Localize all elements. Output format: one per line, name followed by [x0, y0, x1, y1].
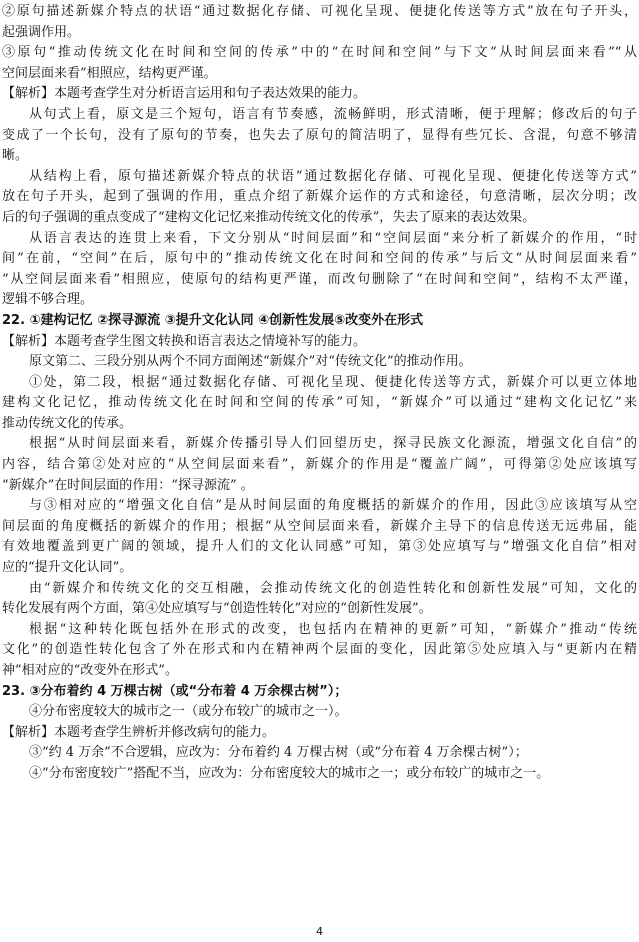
question-answer-line: 23. ③分布着约 4 万棵古树（或“分布着 4 万余棵古树”）； — [2, 683, 348, 699]
text-line: ③“约 4 万余”不合逻辑，应改为：分布着约 4 万棵古树（或“分布着 4 万余棵古树”）； — [29, 745, 528, 761]
text-line: “从空间层面来看”相照应，使原句的结构更严谨，而改句删除了“在时间和空间”，结构不太严谨， — [2, 271, 637, 287]
document-body — [0, 2, 639, 785]
text-line: 起强调作用。 — [2, 24, 81, 40]
text-line: 原文第二、三段分别从两个不同方面阐述“新媒介”对“传统文化”的推动作用。 — [29, 354, 472, 370]
text-line: 变成了一个长句，没有了原句的节奏，也失去了原句的简洁明了，显得有些冗长、含混，句意不够清 — [2, 127, 637, 143]
text-line: 【解析】本题考查学生辨析并修改病句的能力。 — [2, 724, 276, 740]
text-line: 有效地覆盖到更广阔的领域，提升人们的文化认同感”可知，第③处应填写与“增强文化自信”相对 — [2, 539, 637, 555]
text-line: ④分布密度较大的城市之一（或分布较广的城市之一）。 — [29, 704, 348, 720]
page-number: 4 — [316, 925, 323, 938]
text-line: 应的“提升文化认同”。 — [2, 560, 133, 576]
text-line: 放在句子开头，起到了强调的作用，重点介绍了新媒介运作的方式和途径，句意清晰，层次分明；改 — [2, 189, 637, 205]
text-line: 晰。 — [2, 148, 29, 164]
text-line: “新媒介”在时间层面的作用：“探寻源流” 。 — [2, 477, 254, 493]
text-line: 推动传统文化的传承。 — [2, 415, 133, 431]
text-line: 间层面的角度概括的新媒介的作用；根据“从空间层面来看，新媒介主导下的信息传送无远弗届，能 — [2, 518, 637, 534]
text-line: 逻辑不够合理。 — [2, 292, 94, 308]
text-line: 后的句子强调的重点变成了“建构文化记忆来推动传统文化的传承”，失去了原来的表达效果。 — [2, 209, 536, 225]
text-line: 从结构上看，原句描述新媒介特点的状语“通过数据化存储、可视化呈现、便捷化传送等方式” — [29, 168, 637, 184]
text-line: 根据“从时间层面来看，新媒介传播引导人们回望历史，探寻民族文化源流，增强文化自信”的 — [29, 436, 637, 452]
text-line: ②原句描述新媒介特点的状语“通过数据化存储、可视化呈现、便捷化传送等方式”放在句子开头， — [2, 4, 637, 19]
text-line: 间”在前，“空间”在后，原句中的“推动传统文化在时间和空间的传承”与后文“从时间层面来看” — [2, 251, 637, 267]
text-line: 由“新媒介和传统文化的交互相融，会推动传统文化的创造性转化和创新性发展”可知，文化的 — [29, 580, 637, 596]
text-line: 【解析】本题考查学生图文转换和语言表达之情境补写的能力。 — [2, 333, 367, 349]
text-line: 从句式上看，原文是三个短句，语言有节奏感，流畅鲜明，形式清晰，便于理解；修改后的句子 — [29, 106, 637, 122]
text-line: ③原句“推动传统文化在时间和空间的传承”中的“在时间和空间”与下文“从时间层面来看”“从 — [2, 45, 637, 61]
text-line: ①处，第二段，根据“通过数据化存储、可视化呈现、便捷化传送等方式，新媒介可以更立体地 — [29, 374, 637, 390]
text-line: 转化发展有两个方面，第④处应填写与“创造性转化”对应的“创新性发展”。 — [2, 601, 432, 617]
text-line: 从语言表达的连贯上来看，下文分别从“时间层面”和“空间层面”来分析了新媒介的作用，“时 — [29, 230, 637, 246]
text-line: ④“分布密度较广”搭配不当，应改为：分布密度较大的城市之一；或分布较广的城市之一。 — [29, 765, 550, 781]
text-line: 内容，结合第②处对应的“从空间层面来看”，新媒介的作用是“覆盖广阔”，可得第②处应该填写 — [2, 457, 637, 473]
question-answer-line: 22. ①建构记忆 ②探寻源流 ③提升文化认同 ④创新性发展⑤改变外在形式 — [2, 312, 424, 328]
text-line: 空间层面来看”相照应，结构更严谨。 — [2, 65, 217, 81]
text-line: 文化”的创造性转化包含了外在形式和内在精神两个层面的变化，因此第⑤处应填入与“更新内在精 — [2, 642, 637, 658]
text-line: 根据“这种转化既包括外在形式的改变，也包括内在精神的更新”可知，“新媒介”推动“传统 — [29, 621, 637, 637]
text-line: 建构文化记忆，推动传统文化在时间和空间的传承”可知，“新媒介”可以通过“建构文化记忆”来 — [2, 395, 637, 411]
text-line: 【解析】本题考查学生对分析语言运用和句子表达效果的能力。 — [2, 86, 367, 102]
text-line: 神”相对应的“改变外在形式”。 — [2, 663, 178, 678]
text-line: 与③相对应的“增强文化自信”是从时间层面的角度概括的新媒介的作用，因此③应该填写从空 — [29, 498, 637, 514]
